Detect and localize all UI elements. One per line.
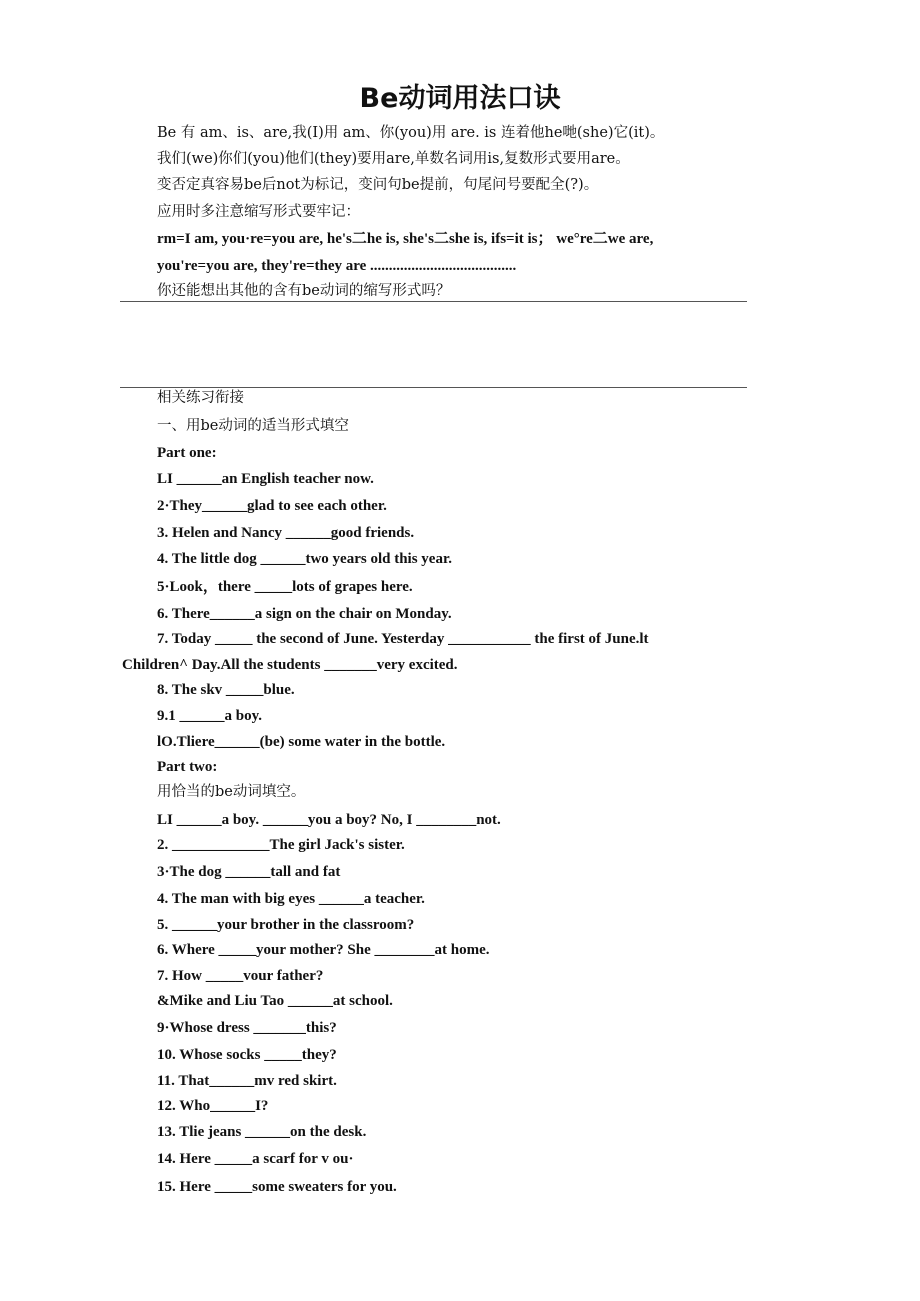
exercise-item: 3. Helen and Nancy ______good friends. [157, 525, 415, 541]
exercise-item: 10. Whose socks _____they? [157, 1047, 337, 1063]
exercise-item-continued: Children^ Day.All the students _______very excited. [122, 657, 458, 673]
exercise-item: 8. The skv _____blue. [157, 682, 295, 698]
page-title: Be动词用法口诀 [359, 83, 561, 114]
exercise-item: LI ______a boy. ______you a boy? No, I ________not. [157, 812, 501, 828]
exercise-item: 2. _____________The girl Jack's sister. [157, 837, 405, 853]
exercise-item: 5. ______your brother in the classroom? [157, 917, 415, 933]
exercise-item: lO.Tliere______(be) some water in the bottle. [157, 734, 446, 750]
exercise-item: 4. The little dog ______two years old this year. [157, 551, 452, 567]
exercise-item: 12. Who______I? [157, 1098, 269, 1114]
rhyme-line-4: 应用时多注意缩写形式要牢记： [157, 204, 360, 220]
section-heading: 相关练习衔接 [157, 390, 244, 406]
exercise-item: 14. Here _____a scarf for v ou· [157, 1151, 354, 1167]
task-instruction: 一、用be动词的适当形式填空 [157, 418, 349, 434]
rhyme-line-1: Be 有 am、is、are,我(I)用 am、你(you)用 are. is 连着他he哋(she)它(it)。 [157, 125, 665, 141]
exercise-item: 6. Where _____your mother? She ________at home. [157, 942, 490, 958]
exercise-item: 9·Whose dress _______this? [157, 1020, 337, 1036]
exercise-item: 11. That______mv red skirt. [157, 1073, 337, 1089]
divider-top [120, 301, 747, 302]
exercise-item: LI ______an English teacher now. [157, 471, 374, 487]
exercise-item: 5·Look，there _____lots of grapes here. [157, 579, 413, 595]
exercise-item: 3·The dog ______tall and fat [157, 864, 341, 880]
exercise-item: &Mike and Liu Tao ______at school. [157, 993, 393, 1009]
part-two-label: Part two: [157, 759, 218, 775]
exercise-item: 7. Today _____ the second of June. Yesterday ___________ the first of June.lt [157, 631, 649, 647]
exercise-item: 6. There______a sign on the chair on Monday. [157, 606, 452, 622]
part-one-label: Part one: [157, 445, 217, 461]
exercise-item: 15. Here _____some sweaters for you. [157, 1179, 397, 1195]
rhyme-line-3: 变否定真容易be后not为标记，变问句be提前，句尾问号要配全(?)。 [157, 177, 599, 193]
rhyme-line-5: rm=I am, you·re=you are, he's二he is, she's二she is, ifs=it is； we°re二we are, [157, 231, 654, 247]
exercise-item: 9.1 ______a boy. [157, 708, 263, 724]
exercise-item: 13. Tlie jeans ______on the desk. [157, 1124, 367, 1140]
rhyme-question: 你还能想出其他的含有be动词的缩写形式吗？ [157, 283, 451, 299]
exercise-item: 2·They______glad to see each other. [157, 498, 387, 514]
divider-bottom [120, 387, 747, 388]
rhyme-line-6: you're=you are, they're=they are ....................................... [157, 258, 517, 274]
exercise-item: 7. How _____vour father? [157, 968, 324, 984]
part-two-instruction: 用恰当的be动词填空。 [157, 784, 306, 800]
exercise-item: 4. The man with big eyes ______a teacher. [157, 891, 425, 907]
rhyme-line-2: 我们(we)你们(you)他们(they)要用are,单数名词用is,复数形式要用are。 [157, 151, 630, 167]
